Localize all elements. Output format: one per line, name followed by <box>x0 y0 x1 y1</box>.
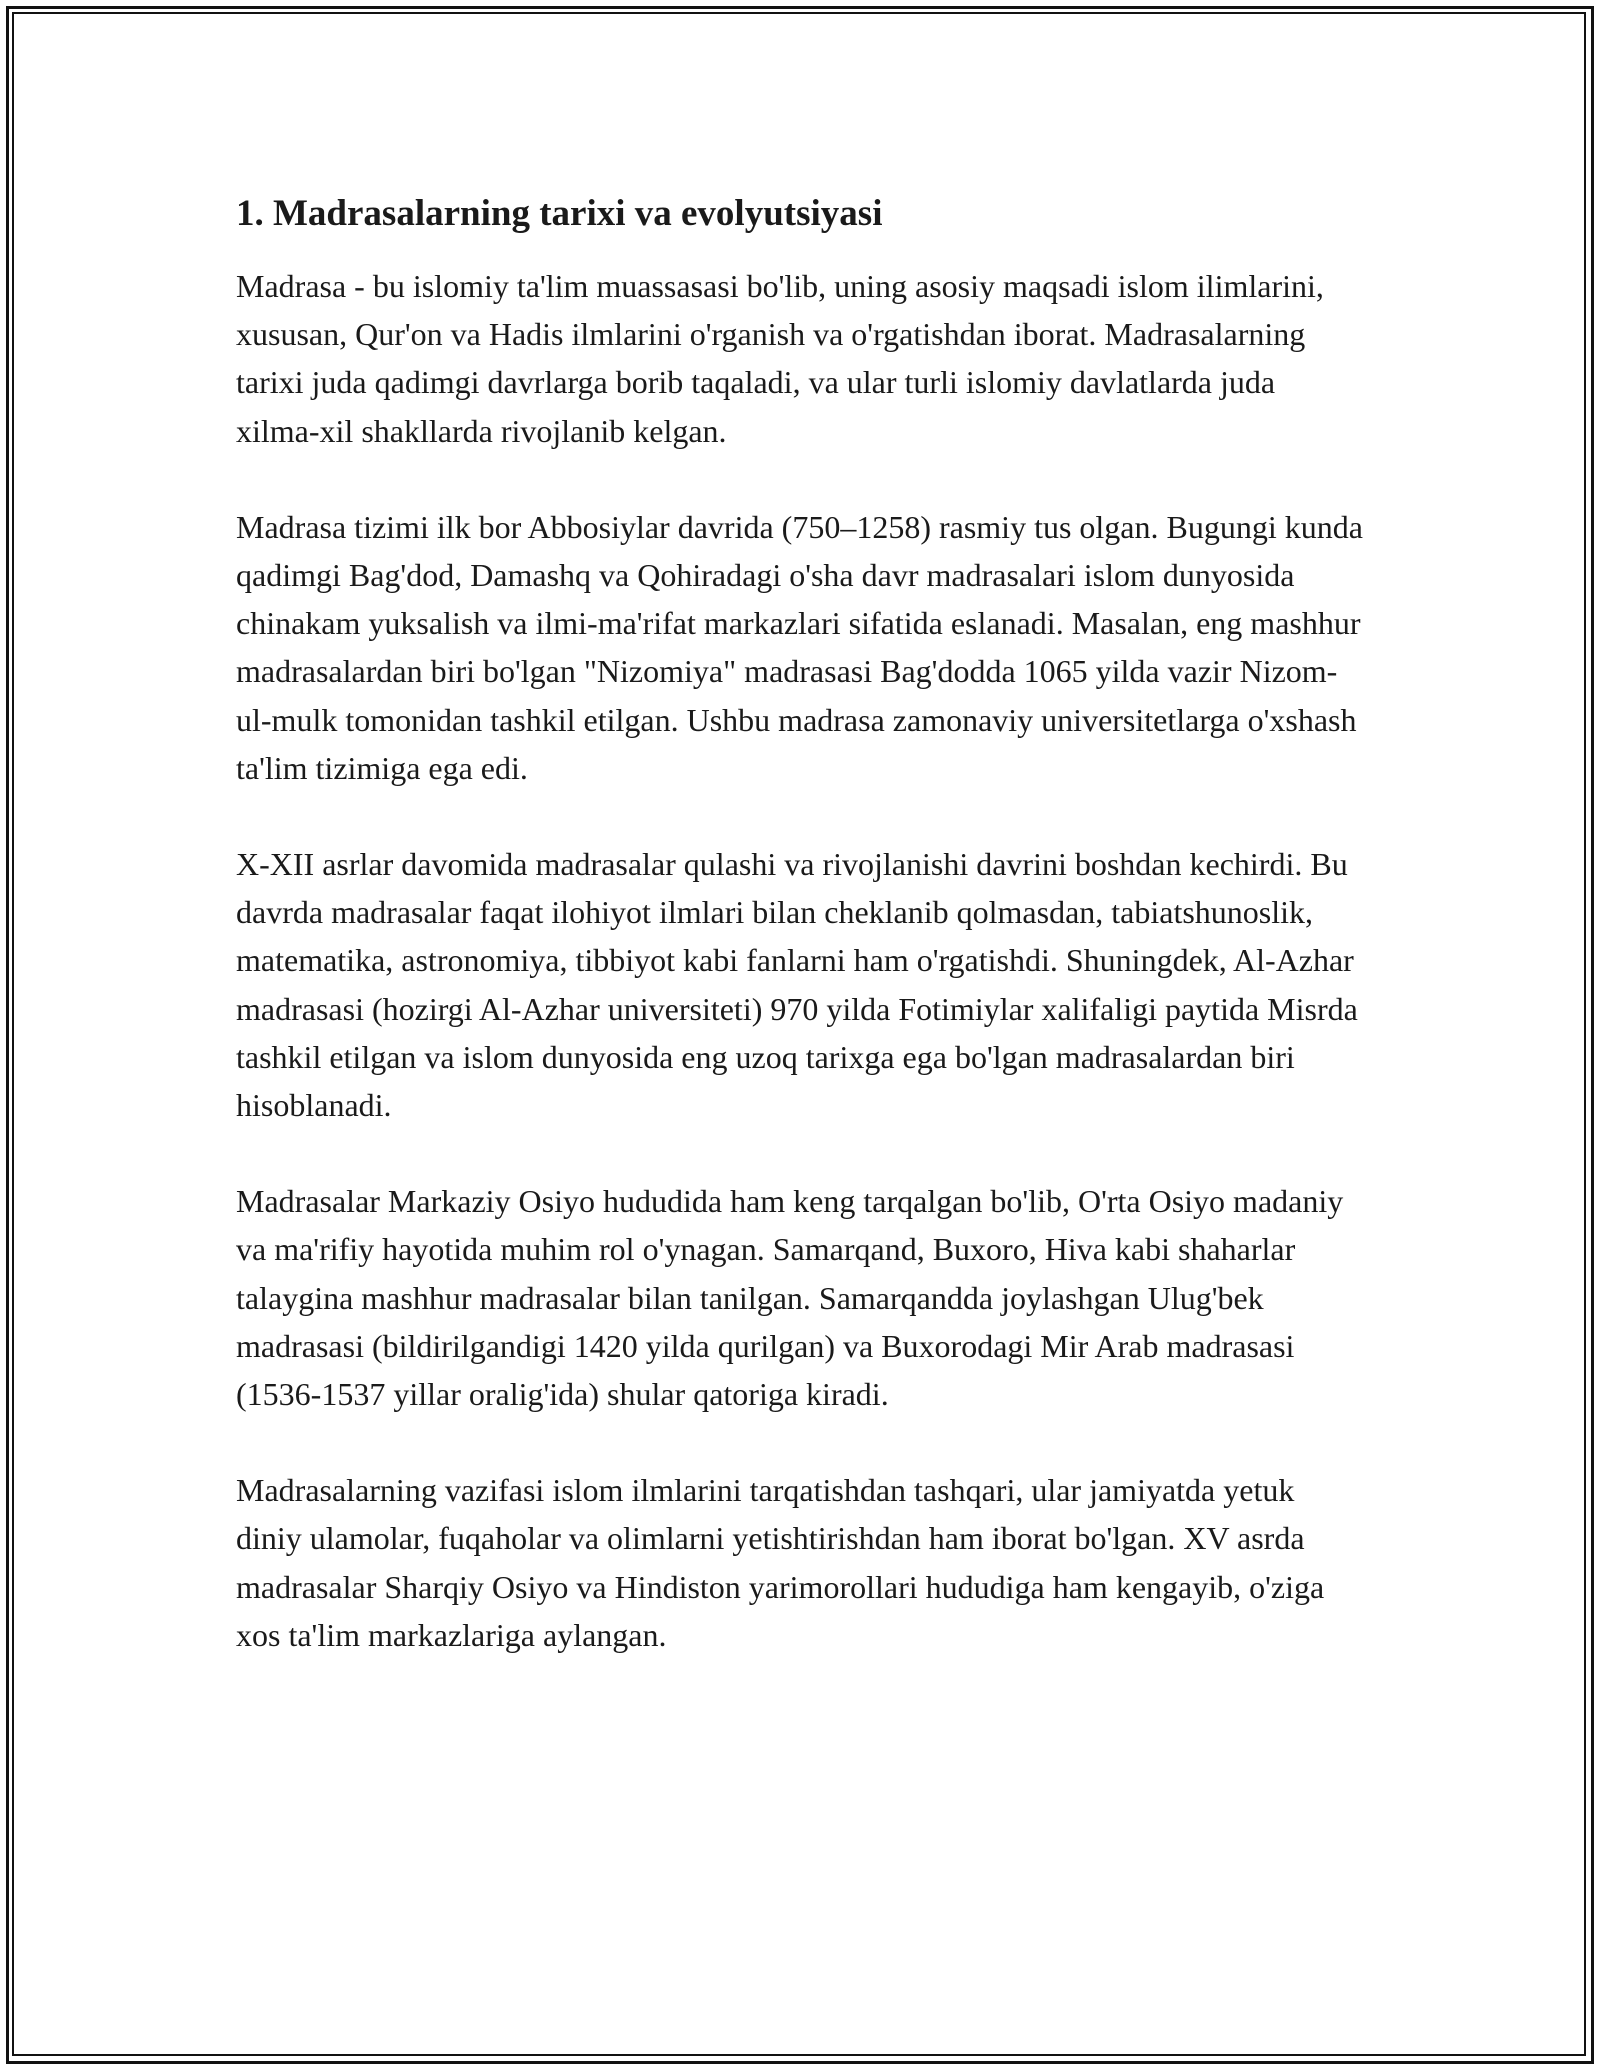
paragraph-4: Madrasalar Markaziy Osiyo hududida ham keng tarqalgan bo'lib, O'rta Osiyo madaniy va ma'rifiy hayotida muhim rol o'ynagan. Samarqand, Buxoro, Hiva kabi shaharlar talaygina mashhur madrasalar bilan tanilgan. Samarqandda joylashgan Ulug'bek madrasasi (bildirilgandigi 1420 yilda qurilgan) va Buxorodagi Mir Arab madrasasi (1536-1537 yillar oralig'ida) shular qatoriga kiradi. <box>236 1183 1344 1413</box>
paragraph-2: Madrasa tizimi ilk bor Abbosiylar davrida (750–1258) rasmiy tus olgan. Bugungi kunda qadimgi Bag'dod, Damashq va Qohiradagi o'sha davr madrasalari islom dunyosida chinakam yuksalish va ilmi-ma'rifat markazlari sifatida eslanadi. Masalan, eng mashhur madrasalardan biri bo'lgan "Nizomiya" madrasasi Bag'dodda 1065 yilda vazir Nizom-ul-mulk tomonidan tashkil etilgan. Ushbu madrasa zamonaviy universitetlarga o'xshash ta'lim tizimiga ega edi. <box>236 508 1363 786</box>
paragraph-3: X-XII asrlar davomida madrasalar qulashi va rivojlanishi davrini boshdan kechirdi. Bu davrda madrasalar faqat ilohiyot ilmlari bilan cheklanib qolmasdan, tabiatshunoslik, matematika, astronomiya, tibbiyot kabi fanlarni ham o'rgatishdi. Shuningdek, Al-Azhar madrasasi (hozirgi Al-Azhar universiteti) 970 yilda Fotimiylar xalifaligi paytida Misrda tashkil etilgan va islom dunyosida eng uzoq tarixga ega bo'lgan madrasalardan biri hisoblanadi. <box>236 846 1358 1124</box>
paragraph-1: Madrasa - bu islomiy ta'lim muassasasi bo'lib, uning asosiy maqsadi islom ilimlarini, xususan, Qur'on va Hadis ilmlarini o'rganish va o'rgatishdan iborat. Madrasalarning tarixi juda qadimgi davrlarga borib taqaladi, va ular turli islomiy davlatlarda juda xilma-xil shakllarda rivojlanib kelgan. <box>236 268 1324 449</box>
section-heading: 1. Madrasalarning tarixi va evolyutsiyasi <box>236 193 883 234</box>
document-body <box>236 188 1366 1707</box>
paragraph-5: Madrasalarning vazifasi islom ilmlarini tarqatishdan tashqari, ular jamiyatda yetuk diniy ulamolar, fuqaholar va olimlarni yetishtirishdan ham iborat bo'lgan. XV asrda madrasalar Sharqiy Osiyo va Hindiston yarimorollari hududiga ham kengayib, o'ziga xos ta'lim markazlariga aylangan. <box>236 1472 1325 1653</box>
